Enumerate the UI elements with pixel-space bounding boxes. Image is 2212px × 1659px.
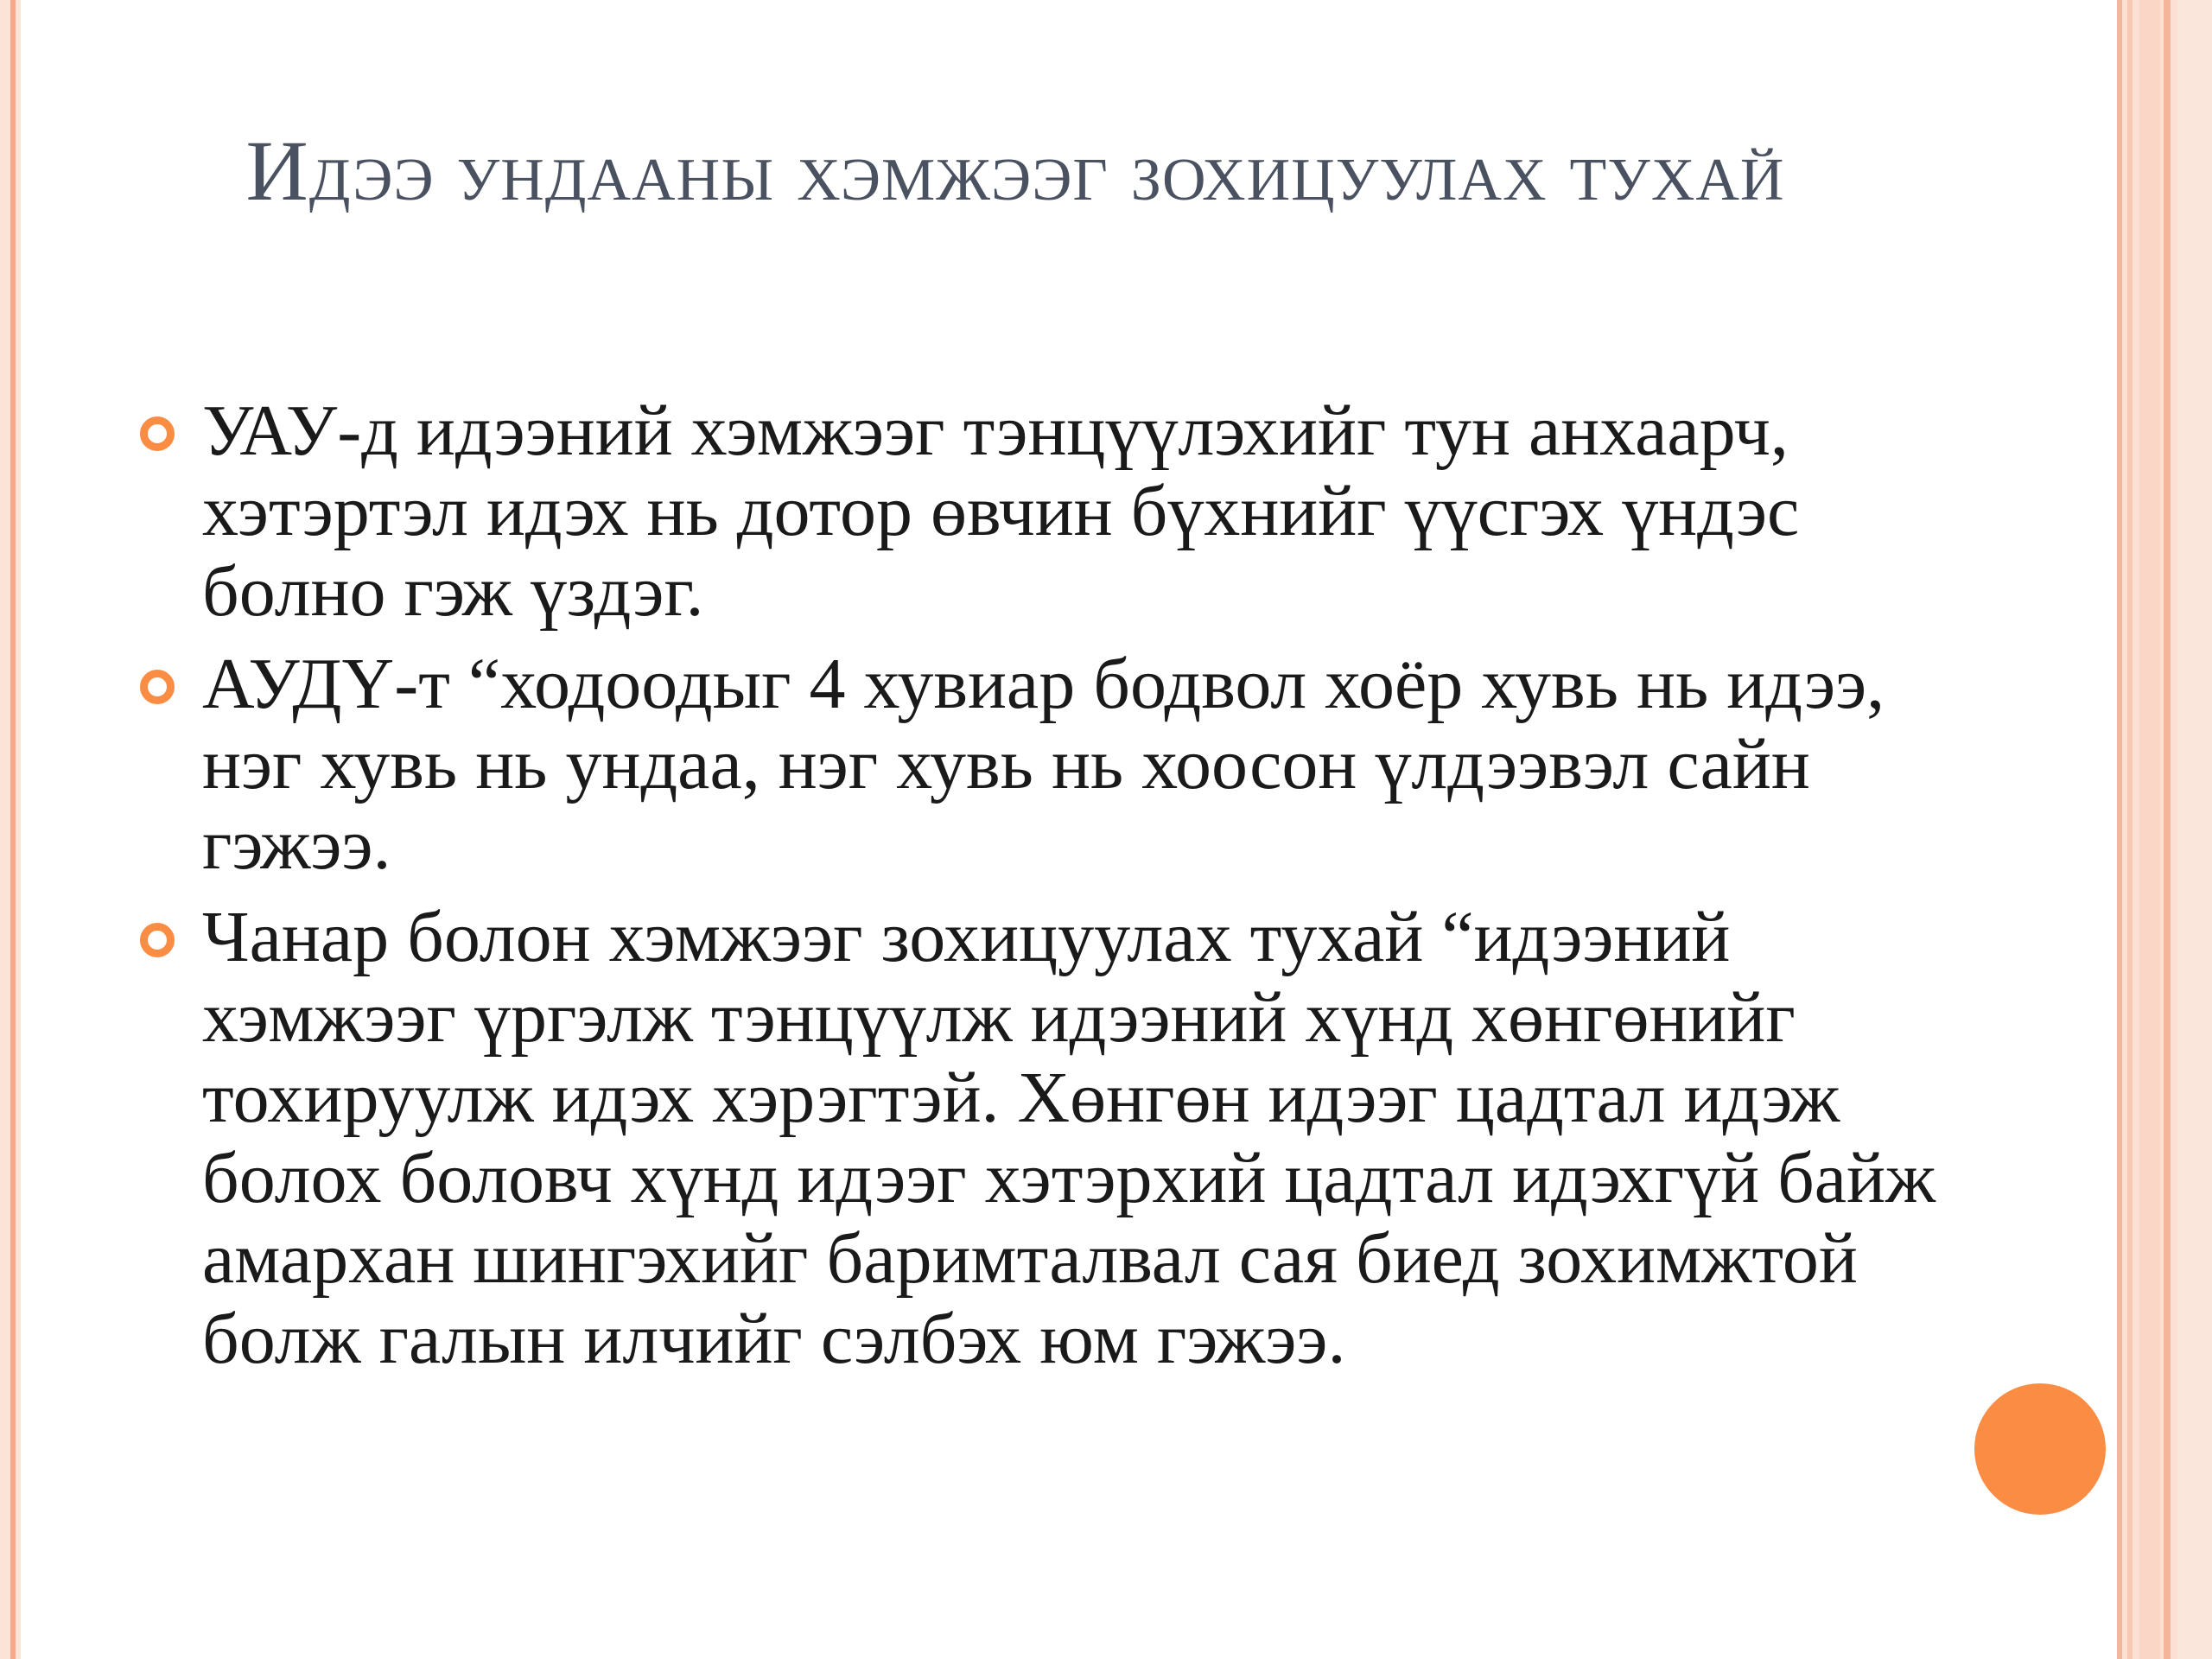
right-stripe <box>2164 0 2171 1659</box>
right-stripe <box>2127 0 2133 1659</box>
left-border-line <box>10 0 16 1659</box>
slide-title: Идээ ундааны хэмжээг зохицуулах тухай <box>245 123 1785 219</box>
decorative-circle <box>1974 1383 2106 1515</box>
right-stripe <box>2117 0 2122 1659</box>
bullet-text: УАУ-д идээний хэмжээг тэнцүүлэхийг тун анхаарч, хэтэртэл идэх нь дотор өвчин бүхнийг үүсгэх үндэс болно гэж үздэг. <box>202 391 1800 632</box>
bullet-text: АУДҮ-т “ходоодыг 4 хувиар бодвол хоёр хувь нь идээ, нэг хувь нь ундаа, нэг хувь нь хоосон үлдээвэл сайн гэжээ. <box>202 644 1885 885</box>
bullet-item <box>130 644 1979 885</box>
right-stripe <box>2139 0 2160 1659</box>
bullet-item <box>130 897 1979 1379</box>
bullet-circle-icon <box>140 416 175 451</box>
right-stripe <box>2177 0 2212 1659</box>
bullet-circle-icon <box>140 923 175 957</box>
bullet-item <box>130 391 1979 632</box>
bullet-text: Чанар болон хэмжээг зохицуулах тухай “идээний хэмжээг үргэлж тэнцүүлж идээний хүнд хөнгөнийг тохируулж идэх хэрэгтэй. Хөнгөн идээг цадтал идэж болох боловч хүнд идээг хэтэрхий цадтал идэхгүй байж амархан шингэхийг баримталвал сая биед зохимжтой болж галын илчийг сэлбэх юм гэжээ. <box>202 897 1936 1379</box>
bullet-list <box>130 391 1979 1391</box>
bullet-circle-icon <box>140 670 175 704</box>
